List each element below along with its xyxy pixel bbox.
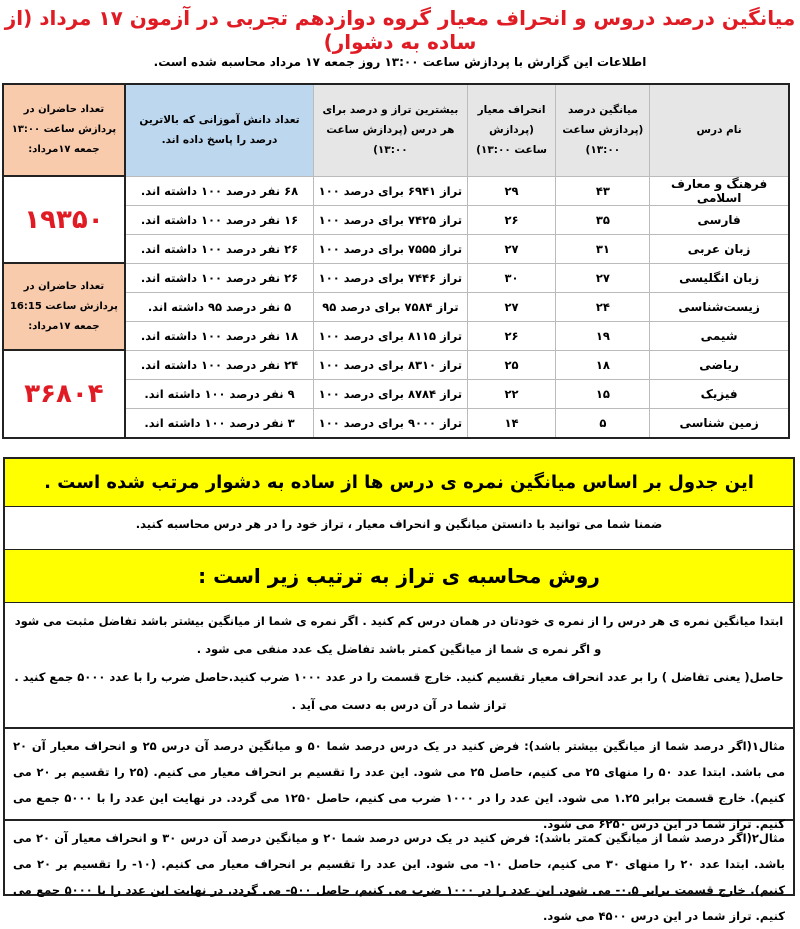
cell-sd: ۲۶ — [467, 205, 556, 234]
table-row — [3, 176, 789, 205]
method-step-1: ابتدا میانگین نمره ی هر درس را از نمره ی خودتان در همان درس کم کنید . اگر نمره ی شما از میانگین بیشتر باشد تفاضل مثبت می شود و اگر نمره ی شما از میانگین کمتر باشد تفاضل یک عدد منفی می شود . — [14, 614, 784, 656]
cell-mean: ۳۵ — [556, 205, 650, 234]
cell-sd: ۲۲ — [467, 379, 556, 408]
cell-mean: ۳۱ — [556, 234, 650, 263]
cell-mean: ۵ — [556, 408, 650, 438]
also-note: ضمنا شما می توانید با دانستن میانگین و انحراف معیار ، تراز خود را در هر درس محاسبه کنید. — [5, 507, 793, 550]
table-row — [3, 350, 789, 379]
participants-count: ۱۹۳۵۰ — [3, 176, 125, 263]
table-row — [3, 263, 789, 292]
example-1: مثال۱(اگر درصد شما از میانگین بیشتر باشد): فرض کنید در یک درس درصد شما ۵۰ و میانگین درصد آن درس ۲۵ و انحراف معیار آن ۲۰ می باشد. ابتدا عدد ۵۰ را منهای ۲۵ می کنیم، حاصل ۲۵ می شود. این عدد را تقسیم بر انحراف معیار می کنیم. (۲۵ را تقسیم بر ۲۰ می کنیم). خارج قسمت برابر ۱.۲۵ می شود. این عدد را در ۱۰۰۰ ضرب می کنیم، حاصل ۱۲۵۰ می گردد. در نهایت این عدد را با ۵۰۰۰ جمع می کنیم. تراز شما در این درس ۶۲۵۰ می شود. — [5, 729, 793, 821]
cell-top-count: ۶۸ نفر درصد ۱۰۰ داشته اند. — [125, 176, 314, 205]
cell-max-score: تراز ۷۵۵۵ برای درصد ۱۰۰ — [314, 234, 467, 263]
example-2: مثال۲(اگر درصد شما از میانگین کمتر باشد): فرض کنید در یک درس درصد شما ۲۰ و میانگین درصد آن درس ۳۰ و انحراف معیار آن ۲۰ می باشد. ابتدا عدد ۲۰ را منهای ۳۰ می کنیم، حاصل ۱۰- می شود. این عدد را تقسیم بر انحراف معیار می کنیم. (۱۰- را تقسیم بر ۲۰ می کنیم). خارج قسمت برابر ۰.۵- می شود. این عدد را در ۱۰۰۰ ضرب می کنیم، حاصل ۵۰۰- می گردد. در نهایت این عدد را با ۵۰۰۰ جمع می کنیم. تراز شما در این درس ۴۵۰۰ می شود. — [13, 831, 786, 923]
header-subject: نام درس — [650, 84, 789, 176]
cell-mean: ۱۸ — [556, 350, 650, 379]
cell-sd: ۲۹ — [467, 176, 556, 205]
cell-max-score: تراز ۹۰۰۰ برای درصد ۱۰۰ — [314, 408, 467, 438]
cell-top-count: ۲۶ نفر درصد ۱۰۰ داشته اند. — [125, 263, 314, 292]
participants-count: ۳۶۸۰۴ — [3, 350, 125, 438]
cell-top-count: ۵ نفر درصد ۹۵ داشته اند. — [125, 292, 314, 321]
participants-label: تعداد حاضران در پردازش ساعت 16:15 جمعه ۱۷مرداد: — [3, 263, 125, 350]
cell-subject: ریاضی — [650, 350, 789, 379]
header-max-score: بیشترین تراز و درصد برای هر درس (پردازش ساعت ۱۳:۰۰) — [314, 84, 467, 176]
cell-mean: ۲۷ — [556, 263, 650, 292]
cell-max-score: تراز ۸۳۱۰ برای درصد ۱۰۰ — [314, 350, 467, 379]
cell-top-count: ۱۶ نفر درصد ۱۰۰ داشته اند. — [125, 205, 314, 234]
page-subtitle: اطلاعات این گزارش با پردازش ساعت ۱۳:۰۰ روز جمعه ۱۷ مرداد محاسبه شده است. — [153, 55, 647, 69]
cell-subject: فارسی — [650, 205, 789, 234]
header-top-count: تعداد دانش آموزانی که بالاترین درصد را پاسخ داده اند. — [125, 84, 314, 176]
method-step-2: حاصل( یعنی تفاضل ) را بر عدد انحراف معیار تقسیم کنید. خارج قسمت را در عدد ۱۰۰۰ ضرب کنید.حاصل ضرب را با عدد ۵۰۰۰ جمع کنید . تراز شما در آن درس به دست می آید . — [14, 670, 784, 712]
cell-subject: زیست‌شناسی — [650, 292, 789, 321]
cell-top-count: ۱۸ نفر درصد ۱۰۰ داشته اند. — [125, 321, 314, 350]
method-text — [5, 603, 793, 729]
cell-max-score: تراز ۸۱۱۵ برای درصد ۱۰۰ — [314, 321, 467, 350]
cell-top-count: ۲۶ نفر درصد ۱۰۰ داشته اند. — [125, 234, 314, 263]
cell-subject: زبان انگلیسی — [650, 263, 789, 292]
cell-max-score: تراز ۸۷۸۴ برای درصد ۱۰۰ — [314, 379, 467, 408]
cell-sd: ۳۰ — [467, 263, 556, 292]
results-table — [2, 83, 790, 439]
cell-sd: ۲۵ — [467, 350, 556, 379]
header-sd: انحراف معیار (پردازش ساعت ۱۳:۰۰) — [467, 84, 556, 176]
cell-mean: ۲۴ — [556, 292, 650, 321]
cell-sd: ۲۷ — [467, 234, 556, 263]
cell-mean: ۱۵ — [556, 379, 650, 408]
cell-max-score: تراز ۷۵۸۴ برای درصد ۹۵ — [314, 292, 467, 321]
cell-max-score: تراز ۷۴۴۶ برای درصد ۱۰۰ — [314, 263, 467, 292]
cell-sd: ۱۴ — [467, 408, 556, 438]
cell-subject: زبان عربی — [650, 234, 789, 263]
cell-top-count: ۳ نفر درصد ۱۰۰ داشته اند. — [125, 408, 314, 438]
notes-box — [3, 457, 795, 923]
header-mean: میانگین درصد (پردازش ساعت ۱۳:۰۰) — [556, 84, 650, 176]
method-title: روش محاسبه ی تراز به ترتیب زیر است : — [5, 550, 793, 603]
cell-subject: شیمی — [650, 321, 789, 350]
cell-subject: زمین شناسی — [650, 408, 789, 438]
cell-max-score: تراز ۶۹۴۱ برای درصد ۱۰۰ — [314, 176, 467, 205]
cell-max-score: تراز ۷۴۲۵ برای درصد ۱۰۰ — [314, 205, 467, 234]
cell-mean: ۴۳ — [556, 176, 650, 205]
cell-subject: فرهنگ و معارف اسلامی — [650, 176, 789, 205]
sorted-note: این جدول بر اساس میانگین نمره ی درس ها از ساده به دشوار مرتب شده است . — [5, 459, 793, 507]
cell-sd: ۲۶ — [467, 321, 556, 350]
cell-top-count: ۹ نفر درصد ۱۰۰ داشته اند. — [125, 379, 314, 408]
page-title: میانگین درصد دروس و انحراف معیار گروه دوازدهم تجربی در آزمون ۱۷ مرداد (از ساده به دشوار) — [4, 6, 796, 54]
cell-top-count: ۲۴ نفر درصد ۱۰۰ داشته اند. — [125, 350, 314, 379]
cell-mean: ۱۹ — [556, 321, 650, 350]
cell-subject: فیزیک — [650, 379, 789, 408]
header-participants: تعداد حاضران در پردازش ساعت ۱۳:۰۰ جمعه ۱۷مرداد: — [3, 84, 125, 176]
cell-sd: ۲۷ — [467, 292, 556, 321]
